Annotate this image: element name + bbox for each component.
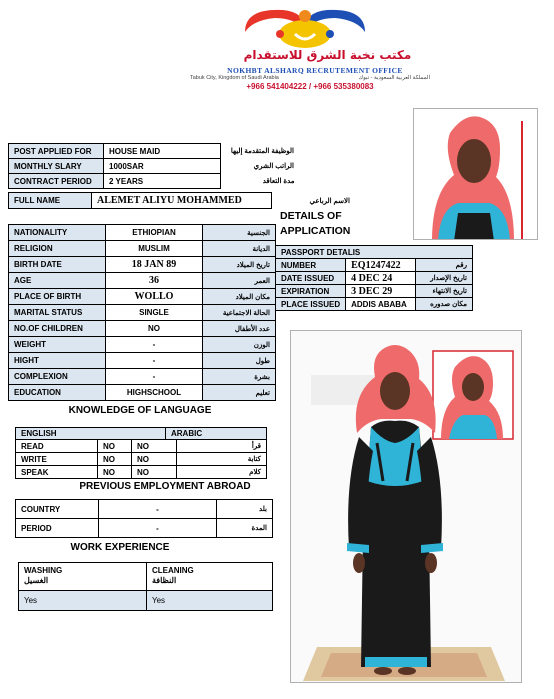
personal-arabic: مكان الميلاد <box>203 289 276 305</box>
employment-label: PERIOD <box>16 519 99 538</box>
work-value: Yes <box>147 591 273 611</box>
company-phones: +966 541404222 / +966 535380083 <box>246 82 374 91</box>
personal-row <box>9 225 276 241</box>
language-col-arabic: ARABIC <box>166 428 267 440</box>
personal-arabic: الديانة <box>203 241 276 257</box>
job-label: POST APPLIED FOR <box>9 144 104 159</box>
personal-arabic: تعليم <box>203 385 276 401</box>
personal-label: NO.OF CHILDREN <box>9 321 106 337</box>
address-english: Tabuk City, Kingdom of Saudi Arabia <box>190 75 279 81</box>
work-title: WORK EXPERIENCE <box>70 542 170 553</box>
personal-row <box>9 257 276 273</box>
language-spacer <box>166 440 177 453</box>
personal-value: - <box>106 337 203 353</box>
work-item-washing <box>19 563 147 591</box>
personal-arabic: طول <box>203 353 276 369</box>
language-spacer <box>166 453 177 466</box>
personal-row <box>9 353 276 369</box>
passport-value: 3 DEC 29 <box>346 285 416 298</box>
personal-label: MARITAL STATUS <box>9 305 106 321</box>
passport-row <box>276 259 473 272</box>
personal-label: HIGHT <box>9 353 106 369</box>
job-arabic: مدة التعاقد <box>221 174 300 189</box>
personal-row <box>9 369 276 385</box>
passport-arabic: رقم <box>416 259 473 272</box>
company-address <box>190 75 430 81</box>
personal-label: NATIONALITY <box>9 225 106 241</box>
language-arabic-label: كلام <box>176 466 267 479</box>
work-value: Yes <box>19 591 147 611</box>
personal-label: COMPLEXION <box>9 369 106 385</box>
language-row <box>16 440 267 453</box>
passport-arabic: تاريخ الانتهاء <box>416 285 473 298</box>
language-spacer <box>166 466 177 479</box>
personal-table <box>8 224 276 401</box>
language-arabic-label: كتابة <box>176 453 267 466</box>
full-body-photo <box>290 330 522 683</box>
employment-row <box>16 500 273 519</box>
personal-value: 36 <box>106 273 203 289</box>
letterhead <box>180 4 430 96</box>
personal-label: BIRTH DATE <box>9 257 106 273</box>
language-title: KNOWLEDGE OF LANGUAGE <box>68 405 212 416</box>
language-col-english: ENGLISH <box>16 428 166 440</box>
passport-label: EXPIRATION <box>276 285 346 298</box>
job-value: 1000SAR <box>104 159 221 174</box>
personal-row <box>9 321 276 337</box>
personal-value: ETHIOPIAN <box>106 225 203 241</box>
language-table <box>15 427 267 479</box>
job-arabic: الوظيفة المتقدمة إليها <box>221 144 300 159</box>
language-arabic-label: قرأ <box>176 440 267 453</box>
employment-arabic: المدة <box>217 519 273 538</box>
language-arabic-value: NO <box>132 466 166 479</box>
personal-value: NO <box>106 321 203 337</box>
language-arabic-value: NO <box>132 453 166 466</box>
full-body-figure <box>291 331 522 683</box>
personal-value: HIGHSCHOOL <box>106 385 203 401</box>
job-table <box>8 143 300 189</box>
job-row <box>9 144 300 159</box>
work-arabic: النظافة <box>152 576 177 585</box>
passport-value: 4 DEC 24 <box>346 272 416 285</box>
personal-row <box>9 273 276 289</box>
language-english-value: NO <box>98 453 132 466</box>
job-row <box>9 159 300 174</box>
personal-label: EDUCATION <box>9 385 106 401</box>
language-label: READ <box>16 440 98 453</box>
job-label: CONTRACT PERIOD <box>9 174 104 189</box>
language-english-value: NO <box>98 440 132 453</box>
personal-arabic: الجنسية <box>203 225 276 241</box>
language-label: SPEAK <box>16 466 98 479</box>
company-name-english: NOKHBT ALSHARQ RECRUTEMENT OFFICE <box>227 66 403 75</box>
work-item-cleaning <box>147 563 273 591</box>
personal-value: MUSLIM <box>106 241 203 257</box>
passport-row <box>276 285 473 298</box>
personal-value: SINGLE <box>106 305 203 321</box>
personal-label: PLACE OF BIRTH <box>9 289 106 305</box>
passport-value: EQ1247422 <box>346 259 416 272</box>
job-label: MONTHLY SLARY <box>9 159 104 174</box>
portrait-photo <box>413 108 538 240</box>
company-name-arabic: مكتب نخبة الشرق للاستقدام <box>243 48 412 62</box>
employment-row <box>16 519 273 538</box>
job-arabic: الراتب الشري <box>221 159 300 174</box>
personal-value: - <box>106 353 203 369</box>
full-name-table <box>8 192 355 209</box>
full-name-arabic: الاسم الرباعي <box>272 193 356 209</box>
passport-table <box>275 245 473 311</box>
personal-arabic: بشرة <box>203 369 276 385</box>
personal-label: AGE <box>9 273 106 289</box>
work-arabic: الغسيل <box>24 576 49 585</box>
work-label: WASHING <box>24 566 63 575</box>
work-table <box>18 562 273 611</box>
address-arabic: المملكة العربية السعودية - تبوك <box>358 75 430 81</box>
passport-arabic: مكان صدوره <box>416 298 473 311</box>
personal-row <box>9 241 276 257</box>
passport-row <box>276 272 473 285</box>
passport-arabic: تاريخ الإصدار <box>416 272 473 285</box>
passport-row <box>276 298 473 311</box>
passport-title: PASSPORT DETALIS <box>276 246 473 259</box>
work-label: CLEANING <box>152 566 194 575</box>
passport-label: NUMBER <box>276 259 346 272</box>
portrait-figure <box>414 109 538 240</box>
job-value: HOUSE MAID <box>104 144 221 159</box>
personal-arabic: عدد الأطفال <box>203 321 276 337</box>
language-label: WRITE <box>16 453 98 466</box>
personal-row <box>9 385 276 401</box>
company-logo <box>235 4 375 50</box>
language-row <box>16 466 267 479</box>
personal-arabic: الوزن <box>203 337 276 353</box>
personal-row <box>9 337 276 353</box>
personal-label: WEIGHT <box>9 337 106 353</box>
employment-value: - <box>99 519 217 538</box>
personal-label: RELIGION <box>9 241 106 257</box>
personal-value: 18 JAN 89 <box>106 257 203 273</box>
passport-value: ADDIS ABABA <box>346 298 416 311</box>
employment-table <box>15 499 273 538</box>
personal-value: WOLLO <box>106 289 203 305</box>
personal-arabic: العمر <box>203 273 276 289</box>
job-row <box>9 174 300 189</box>
details-title: DETAILS OF APPLICATION <box>280 210 351 237</box>
job-value: 2 YEARS <box>104 174 221 189</box>
personal-arabic: تاريخ الميلاد <box>203 257 276 273</box>
employment-label: COUNTRY <box>16 500 99 519</box>
personal-arabic: الحالة الاجتماعية <box>203 305 276 321</box>
full-name-value: ALEMET ALIYU MOHAMMED <box>92 193 272 209</box>
language-arabic-value: NO <box>132 440 166 453</box>
passport-label: DATE ISSUED <box>276 272 346 285</box>
personal-row <box>9 289 276 305</box>
full-name-label: FULL NAME <box>9 193 92 209</box>
employment-title: PREVIOUS EMPLOYMENT ABROAD <box>79 481 251 492</box>
language-english-value: NO <box>98 466 132 479</box>
personal-value: - <box>106 369 203 385</box>
personal-row <box>9 305 276 321</box>
passport-label: PLACE ISSUED <box>276 298 346 311</box>
employment-value: - <box>99 500 217 519</box>
language-row <box>16 453 267 466</box>
employment-arabic: بلد <box>217 500 273 519</box>
